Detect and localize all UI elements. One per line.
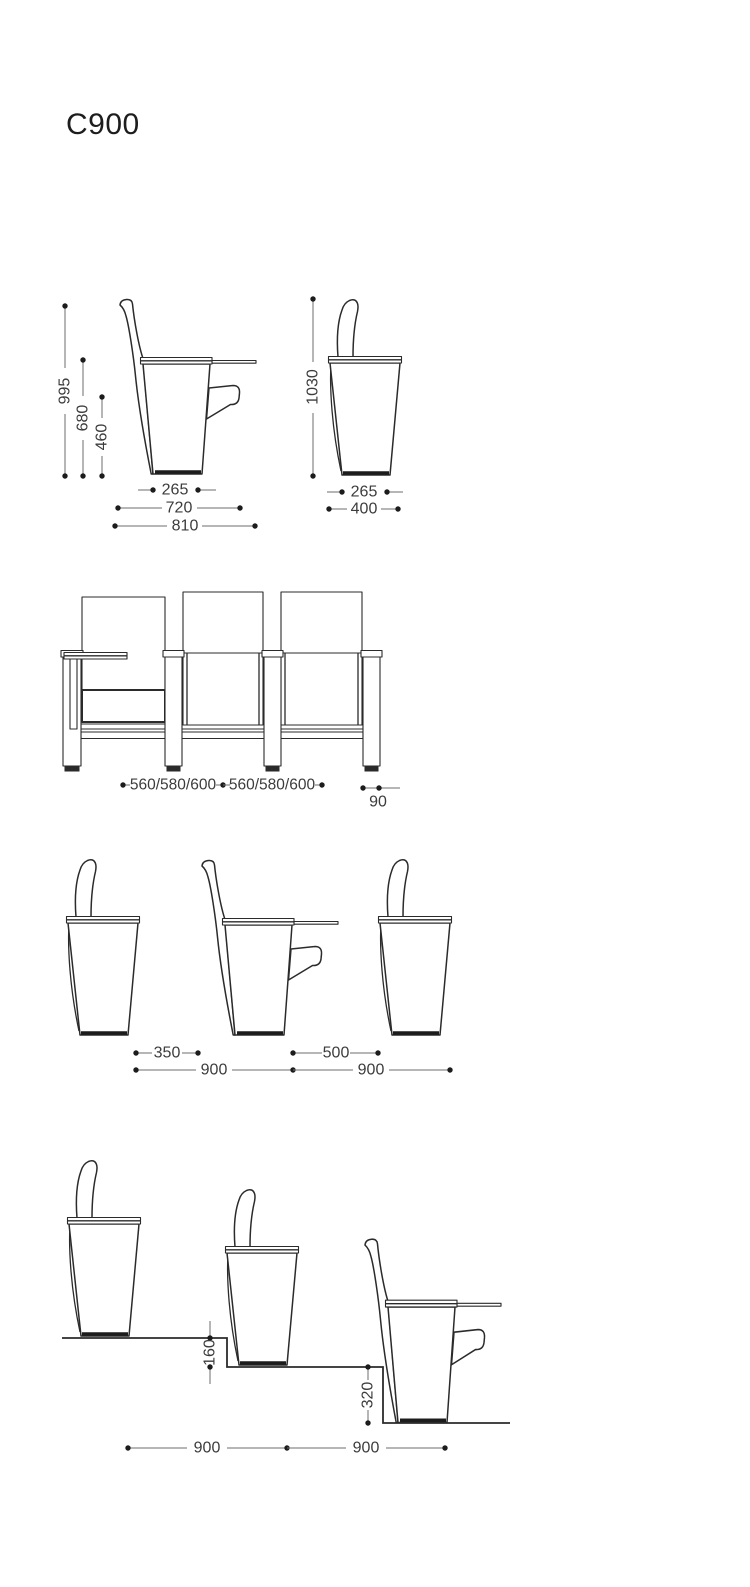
stand-foot [65, 766, 80, 772]
armrest-cap [163, 651, 184, 658]
open-chair-side-view [202, 860, 338, 1035]
figure-front-view [61, 592, 400, 811]
dim-label-560-580-600-right: 560/580/600 [228, 776, 316, 794]
open-chair-side-view [120, 299, 256, 474]
closed-chair-side-view [329, 300, 402, 475]
page-title: C900 [66, 108, 140, 141]
dim-closed-seat-width-265 [327, 484, 403, 501]
dim-label-460: 460 [93, 423, 111, 451]
dim-label-900-step-left: 900 [193, 1439, 221, 1457]
dim-label-720: 720 [165, 499, 193, 517]
dim-armrest-height-460 [94, 394, 111, 478]
dim-label-995: 995 [56, 377, 74, 405]
armrest-stand [264, 653, 281, 766]
figure-side-views [57, 296, 404, 534]
open-chair-side-view [365, 1239, 501, 1422]
dim-seat-width-265 [138, 482, 216, 499]
dim-closed-height-1030 [305, 296, 322, 478]
armrest-stand [363, 653, 380, 766]
dim-row-pitch-right-900 [293, 1062, 453, 1079]
dim-seat-width-right [223, 777, 325, 794]
dim-label-810: 810 [171, 517, 199, 535]
folded-seat-panel [183, 653, 263, 725]
tablet-support [70, 659, 77, 729]
beam-rail [81, 732, 363, 739]
dim-label-560-580-600-left: 560/580/600 [129, 776, 217, 794]
dim-step-pitch-right-900 [287, 1440, 448, 1457]
dim-label-900-step-right: 900 [352, 1439, 380, 1457]
dim-label-160: 160 [201, 1339, 219, 1366]
dim-closed-depth-400 [326, 501, 400, 518]
dim-row-pitch-left-900 [133, 1062, 295, 1079]
closed-chair-side-view [67, 860, 140, 1035]
backrest-panel [82, 597, 165, 690]
figure-steps [62, 1161, 510, 1457]
dim-clearance-500 [290, 1045, 380, 1062]
armrest-stand [165, 653, 182, 766]
dim-total-height-995 [57, 303, 74, 478]
dim-riser-160 [202, 1321, 219, 1384]
stand-foot [167, 766, 181, 772]
dim-clearance-350 [133, 1045, 200, 1062]
dim-tablet-height-680 [75, 357, 92, 478]
backrest-panel [183, 592, 263, 653]
closed-chair-side-view [68, 1161, 141, 1336]
closed-chair-side-view [379, 860, 452, 1035]
dim-label-900-right: 900 [357, 1061, 385, 1079]
dim-label-900-left: 900 [200, 1061, 228, 1079]
figure-row-spacing [67, 860, 453, 1079]
folded-seat-panel [281, 653, 362, 725]
armrest-cap [361, 651, 382, 658]
closed-chair-side-view [226, 1190, 299, 1365]
open-seat-cushion [82, 690, 165, 722]
backrest-panel [281, 592, 362, 653]
dim-label-1030: 1030 [304, 369, 322, 405]
dim-label-320: 320 [359, 1381, 377, 1409]
dim-step-pitch-left-900 [125, 1440, 289, 1457]
dim-total-depth-810 [112, 518, 257, 535]
dim-riser-320 [360, 1364, 377, 1425]
dim-label-closed-265: 265 [350, 483, 378, 501]
dim-label-350: 350 [153, 1044, 181, 1062]
dim-seat-width-left [120, 777, 225, 794]
armrest-cap [262, 651, 283, 658]
dim-label-90: 90 [369, 793, 387, 811]
dim-label-680: 680 [74, 404, 92, 432]
dim-label-265: 265 [161, 481, 189, 499]
stand-foot [365, 766, 379, 772]
dim-label-500: 500 [322, 1044, 350, 1062]
dim-tablet-depth-720 [115, 500, 242, 517]
dim-stand-width-90 [360, 785, 400, 810]
stand-foot [266, 766, 280, 772]
dim-label-400: 400 [350, 500, 378, 518]
